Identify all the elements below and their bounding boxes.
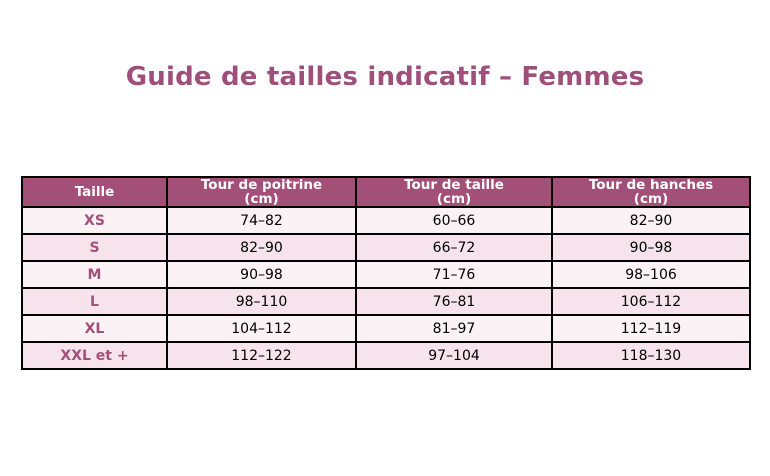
- chest-cell: 82–90: [167, 234, 356, 261]
- table-title: Guide de tailles indicatif – Femmes: [125, 62, 645, 92]
- header-hips: Tour de hanches (cm): [552, 177, 750, 207]
- size-cell: S: [22, 234, 167, 261]
- size-cell: M: [22, 261, 167, 288]
- table-row: [22, 288, 750, 315]
- chest-cell: 104–112: [167, 315, 356, 342]
- chest-cell: 74–82: [167, 207, 356, 234]
- table-row: [22, 342, 750, 369]
- hips-cell: 118–130: [552, 342, 750, 369]
- chest-cell: 90–98: [167, 261, 356, 288]
- size-guide-table: [21, 176, 751, 370]
- size-cell: XXL et +: [22, 342, 167, 369]
- waist-cell: 76–81: [356, 288, 552, 315]
- chest-cell: 112–122: [167, 342, 356, 369]
- hips-cell: 98–106: [552, 261, 750, 288]
- hips-cell: 106–112: [552, 288, 750, 315]
- table-row: [22, 207, 750, 234]
- waist-cell: 81–97: [356, 315, 552, 342]
- table-row: [22, 234, 750, 261]
- table-row: [22, 261, 750, 288]
- waist-cell: 71–76: [356, 261, 552, 288]
- waist-cell: 60–66: [356, 207, 552, 234]
- waist-cell: 97–104: [356, 342, 552, 369]
- header-waist: Tour de taille (cm): [356, 177, 552, 207]
- hips-cell: 112–119: [552, 315, 750, 342]
- size-cell: XL: [22, 315, 167, 342]
- header-chest: Tour de poitrine (cm): [167, 177, 356, 207]
- chest-cell: 98–110: [167, 288, 356, 315]
- hips-cell: 82–90: [552, 207, 750, 234]
- size-cell: L: [22, 288, 167, 315]
- hips-cell: 90–98: [552, 234, 750, 261]
- table-row: [22, 315, 750, 342]
- header-row: [22, 177, 750, 207]
- header-size: Taille: [22, 177, 167, 207]
- waist-cell: 66–72: [356, 234, 552, 261]
- size-cell: XS: [22, 207, 167, 234]
